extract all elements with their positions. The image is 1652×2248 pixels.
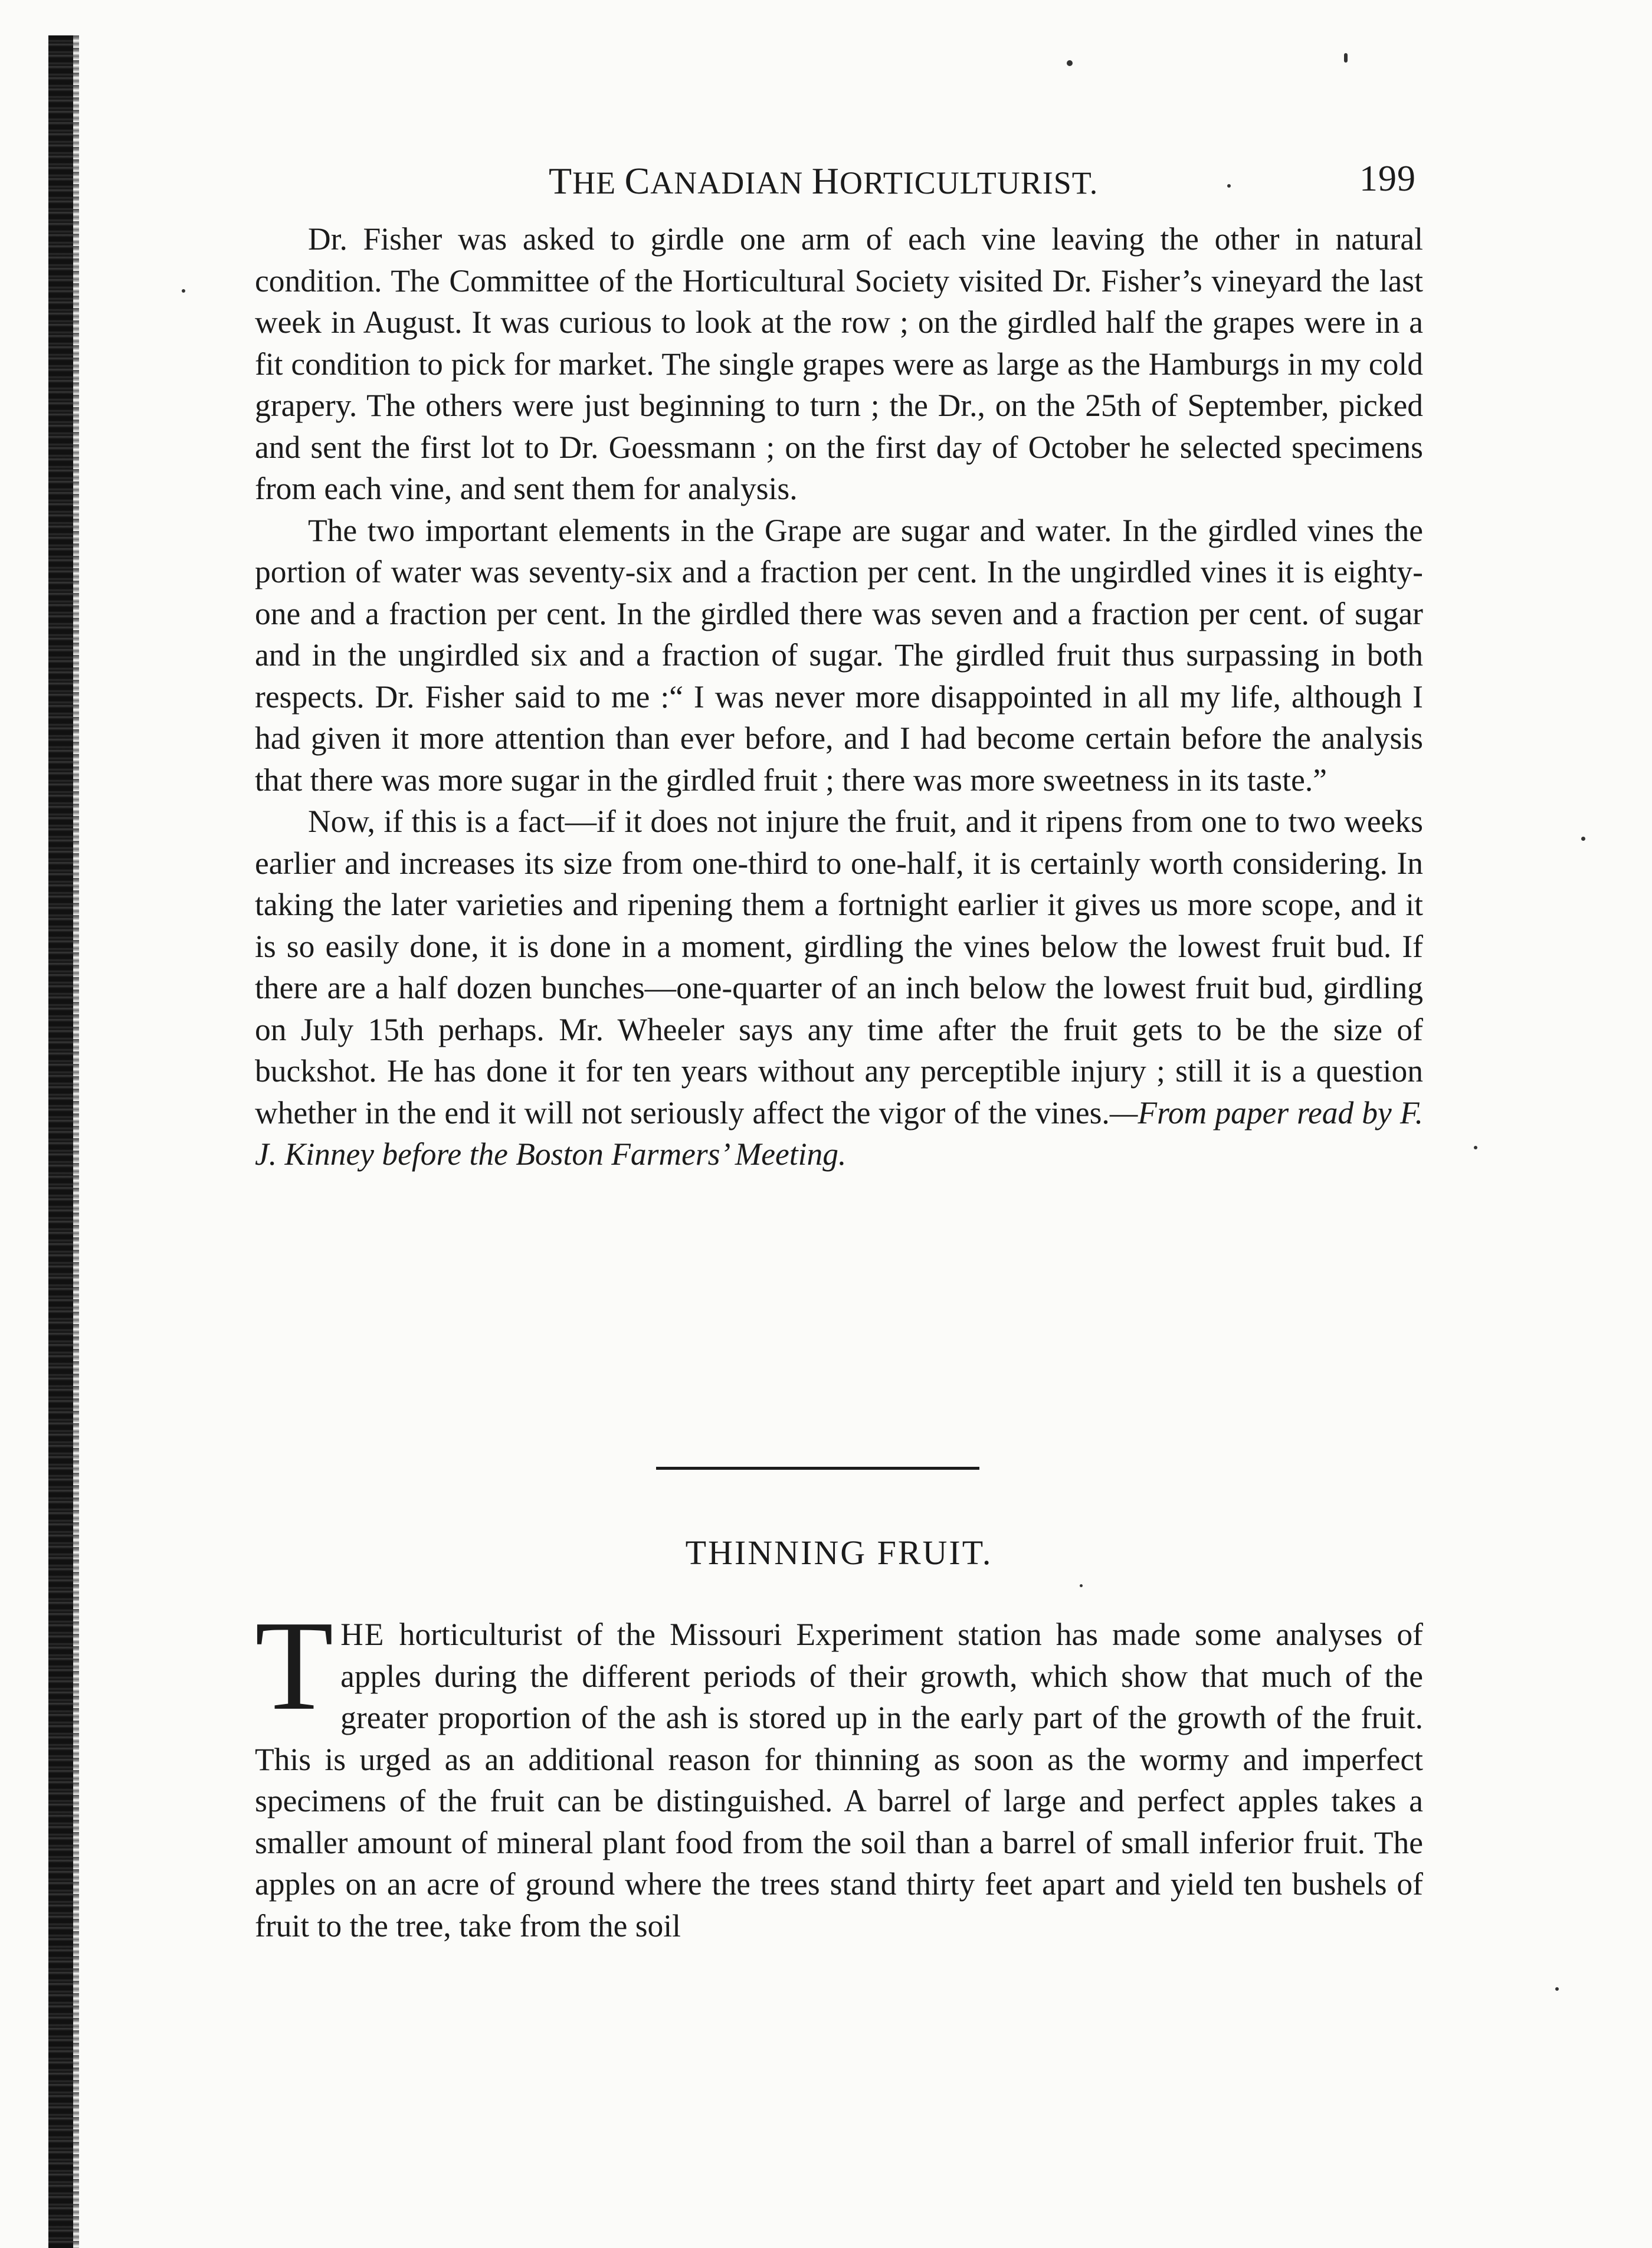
section-divider <box>656 1467 979 1470</box>
running-header <box>549 152 1416 205</box>
scan-speck <box>1080 1584 1083 1587</box>
scan-speck <box>1474 1146 1477 1149</box>
running-title-part: HE <box>572 165 625 201</box>
scan-speck <box>182 289 185 293</box>
running-title <box>549 159 1098 203</box>
section-body <box>255 1595 1423 1946</box>
scan-speck <box>1067 60 1073 66</box>
drop-cap-continuation: HE <box>340 1617 385 1652</box>
running-title-initial: T <box>549 160 573 202</box>
article-paragraph-final <box>255 801 1423 1175</box>
source-attribution: —From paper read by F. J. Kinney before the Boston Farmers’ Meeting. <box>255 1094 1423 1172</box>
section-heading: THINNING FRUIT. <box>685 1533 993 1572</box>
article-paragraph-text: Now, if this is a fact—if it does not injure the fruit, and it ripens from one to two weeks earlier and increases its size from one-third to one-half, it is certainly worth considering. In taking the later varieties and ripening them a fortnight earlier it gives us more scope, and it is so easily done, it is done in a moment, girdling the vines below the lowest fruit bud. If there are a half dozen bunches—one-quarter of an inch below the lowest fruit bud, girdling on July 15th perhaps. Mr. Wheeler says any time after the fruit gets to be the size of buckshot. He has done it for ten years without any perceptible injury ; still it is a question whether in the end it will not seriously affect the vigor of the vines. <box>255 804 1423 1130</box>
section-paragraph-text: horticulturist of the Missouri Experiment station has made some analyses of apples during the different periods of their growth, which show that much of the greater proportion of the ash is stored up in the early part of the growth of the fruit. This is urged as an additional reason for thinning as soon as the wormy and imperfect specimens of the fruit can be distinguished. A barrel of large and perfect apples takes a smaller amount of mineral plant food from the soil than a barrel of small inferior fruit. The apples on an acre of ground where the trees stand thirty feet apart and yield ten bushels of fruit to the tree, take from the soil <box>255 1617 1423 1944</box>
running-title-part: ANADIAN <box>650 165 812 201</box>
running-title-initial: C <box>624 160 651 202</box>
article-paragraph: Dr. Fisher was asked to girdle one arm of each vine leaving the other in natural condition. The Committee of the Horticultural Society visited Dr. Fisher’s vineyard the last week in August. It was curious to look at the row ; on the girdled half the grapes were in a fit condition to pick for market. The single grapes were as large as the Hamburgs in my cold grapery. The others were just beginning to turn ; the Dr., on the 25th of September, picked and sent the first lot to Dr. Goessmann ; on the first day of October he selected specimens from each vine, and sent them for analysis. <box>255 221 1423 506</box>
section-paragraph <box>255 1595 1423 1946</box>
page-number: 199 <box>1359 159 1416 199</box>
running-title-part: ORTICULTURIST. <box>839 165 1099 201</box>
page-binding-edge <box>48 35 73 2248</box>
article-continuation <box>255 218 1423 1175</box>
page-binding-shadow <box>73 35 79 2248</box>
article-paragraph: The two important elements in the Grape are sugar and water. In the girdled vines the portion of water was seventy-six and a fraction per cent. In the ungirdled vines it is eighty-one and a fraction per cent. In the girdled there was seven and a fraction per cent. of sugar and in the ungirdled six and a fraction of sugar. The girdled fruit thus surpassing in both respects. Dr. Fisher said to me :“ I was never more disappointed in all my life, although I had given it more attention than ever before, and I had become certain before the analysis that there was more sugar in the girdled fruit ; there was more sweetness in its taste.” <box>255 512 1423 798</box>
drop-cap: T <box>255 1595 334 1737</box>
running-title-initial: H <box>811 160 840 202</box>
scan-speck <box>1344 53 1348 63</box>
scan-speck <box>1555 1987 1559 1991</box>
scan-speck <box>1581 837 1585 841</box>
